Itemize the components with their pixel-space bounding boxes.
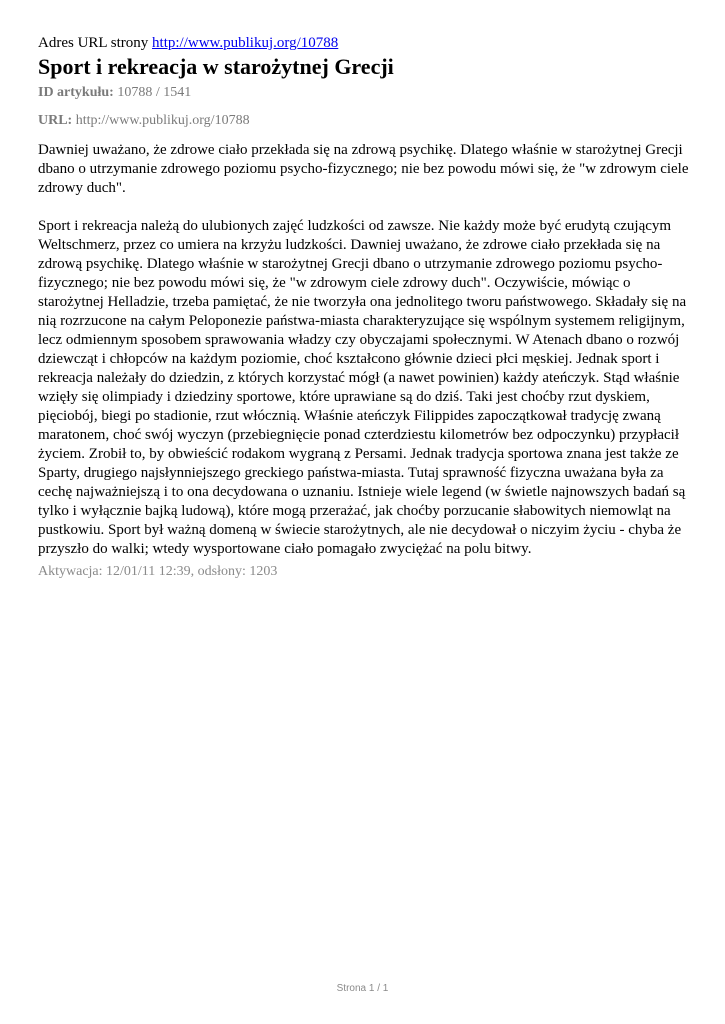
article-url-line — [38, 112, 690, 130]
article-id-value: 10788 / 1541 — [117, 85, 192, 100]
activation-info: Aktywacja: 12/01/11 12:39, odsłony: 1203 — [38, 564, 278, 579]
url-prefix: Adres URL strony — [38, 35, 149, 51]
document-page — [38, 34, 690, 581]
article-id-label: ID artykułu: — [38, 85, 114, 100]
article-url-label: URL: — [38, 113, 73, 128]
article-url-value: http://www.publikuj.org/10788 — [75, 113, 250, 128]
article-body: Sport i rekreacja należą do ulubionych zajęć ludzkości od zawsze. Nie każdy może być erudytą czującym Weltschmerz, przez co umiera na krzyżu ludzkości. Dawniej uważano, że zdrowe ciało przekłada się na zdrową psychikę. Dlatego właśnie w starożytnej Grecji dbano o utrzymanie zdrowego poziomu psycho-fizycznego; nie bez powodu mówi się, że "w zdrowym ciele zdrowy duch". Oczywiście, mówiąc o starożytnej Helladzie, trzeba pamiętać, że nie tworzyła ona jednolitego tworu państwowego. Składały się na nią rozrzucone na całym Peloponezie państwa-miasta charakteryzujące się wspólnym systemem religijnym, lecz odmiennym sposobem sprawowania władzy czy obyczajami społecznymi. W Atenach dbano o rozwój dziewcząt i chłopców na każdym poziomie, choć kształcono głównie dzieci płci męskiej. Jednak sport i rekreacja należały do dziedzin, z których korzystać mógł (a nawet powinien) każdy ateńczyk. Stąd właśnie wzięły się olimpiady i dziedziny sportowe, które uprawiane są do dziś. Taki jest choćby rzut dyskiem, pięciobój, biegi po stadionie, rzut włócznią. Właśnie ateńczyk Filippides zapoczątkował tradycję zwaną maratonem, choć swój wyczyn (przebiegnięcie ponad czterdziestu kilometrów bez odpoczynku) przypłacił życiem. Zrobił to, by obwieścić rodakom wygraną z Persami. Jednak tradycja sportowa znana jest także ze Sparty, drugiego najsłynniejszego greckiego państwa-miasta. Tutaj sprawność fizyczna uważana była za cechę najważniejszą i to ona decydowana o uznaniu. Istnieje wiele legend (w świetle najnowszych badań są tylko i wyłącznie bajką ludową), które mogą przerażać, jak choćby porzucanie słabowitych niemowląt na pustkowiu. Sport był ważną domeną w świecie starożytnych, ale nie decydował o niczyim życiu - chyba że przyszło do walki; wtedy wysportowane ciało pomagało zwyciężać na polu bitwy. — [38, 218, 687, 557]
page-url-line — [38, 34, 690, 52]
article-title: Sport i rekreacja w starożytnej Grecji — [38, 54, 394, 79]
article-lead: Dawniej uważano, że zdrowe ciało przekłada się na zdrową psychikę. Dlatego właśnie w starożytnej Grecji dbano o utrzymanie zdrowego poziomu psycho-fizycznego; nie bez powodu mówi się, że "w zdrowym ciele zdrowy duch". — [38, 142, 689, 196]
article-id-line — [38, 84, 690, 102]
page-number: Strona 1 / 1 — [336, 983, 389, 994]
page-url-link[interactable]: http://www.publikuj.org/10788 — [152, 35, 339, 51]
